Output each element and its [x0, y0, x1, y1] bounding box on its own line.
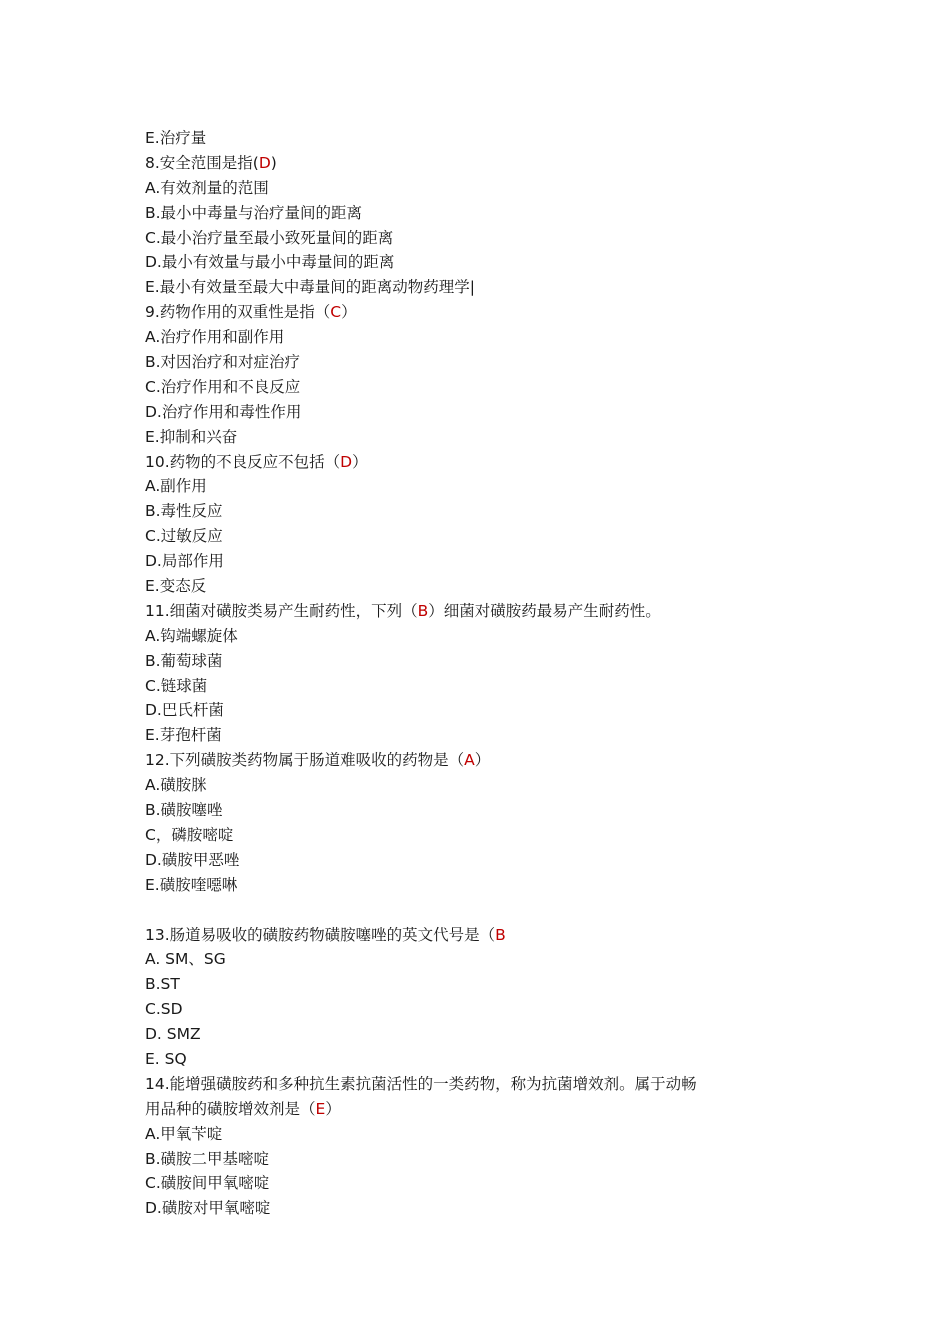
line-text: 12.下列磺胺类药物属于肠道难吸收的药物是（: [145, 751, 465, 770]
line-text: B.磺胺二甲基嘧啶: [145, 1149, 270, 1168]
line-text: B.毒性反应: [145, 502, 223, 521]
text-line: [145, 1147, 765, 1172]
text-line: [145, 1097, 765, 1122]
line-text: 用品种的磺胺增效剂是（: [145, 1099, 316, 1118]
text-line: [145, 325, 765, 350]
text-line: [145, 624, 765, 649]
line-text: E.变态反: [145, 577, 207, 596]
line-text: A.治疗作用和副作用: [145, 328, 285, 347]
line-text: D.磺胺甲恶唑: [145, 850, 240, 869]
text-line: [145, 549, 765, 574]
line-text: A.钩端螺旋体: [145, 626, 238, 645]
text-line: [145, 400, 765, 425]
line-text: D. SMZ: [145, 1025, 201, 1044]
text-line: [145, 176, 765, 201]
line-text-suffix: ）: [474, 751, 491, 770]
line-text: D.治疗作用和毒性作用: [145, 402, 302, 421]
line-text: B.葡萄球菌: [145, 651, 223, 670]
answer-letter: D: [340, 452, 353, 471]
line-text: C.治疗作用和不良反应: [145, 377, 301, 396]
text-line: [145, 350, 765, 375]
answer-letter: B: [417, 601, 429, 620]
answer-letter: E: [315, 1099, 326, 1118]
text-line: [145, 450, 765, 475]
answer-letter: C: [330, 303, 342, 322]
text-line: [145, 474, 765, 499]
text-line: [145, 425, 765, 450]
line-text-suffix: ): [270, 153, 277, 172]
line-text-suffix: ）: [352, 452, 368, 471]
text-line: [145, 375, 765, 400]
text-line: [145, 1171, 765, 1196]
line-text: E. SQ: [145, 1049, 187, 1068]
text-line: [145, 997, 765, 1022]
text-line: [145, 275, 765, 300]
line-text: 11.细菌对磺胺类易产生耐药性，下列（: [145, 601, 418, 620]
line-text: 13.肠道易吸收的磺胺药物磺胺噻唑的英文代号是（: [145, 925, 496, 944]
blank-line: [145, 898, 765, 923]
text-line: [145, 1047, 765, 1072]
text-line: [145, 524, 765, 549]
line-text: B.ST: [145, 975, 180, 994]
text-line: [145, 649, 765, 674]
text-line: [145, 947, 765, 972]
line-text: D.巴氏杆菌: [145, 701, 224, 720]
text-line: [145, 300, 765, 325]
line-text: D.最小有效量与最小中毒量间的距离: [145, 253, 395, 272]
line-text-suffix: ）: [325, 1099, 341, 1118]
line-text: B.最小中毒量与治疗量间的距离: [145, 203, 363, 222]
answer-letter: D: [258, 153, 271, 172]
answer-letter: A: [464, 751, 475, 770]
line-text: C.链球菌: [145, 676, 208, 695]
text-line: [145, 748, 765, 773]
line-text: C.最小治疗量至最小致死量间的距离: [145, 228, 394, 247]
text-line: [145, 250, 765, 275]
line-text: B.磺胺噻唑: [145, 801, 223, 820]
text-line: [145, 1196, 765, 1221]
text-line: [145, 1072, 765, 1097]
line-text: C.SD: [145, 1000, 183, 1019]
line-text: 9.药物作用的双重性是指（: [145, 303, 331, 322]
text-line: [145, 773, 765, 798]
line-text: D.局部作用: [145, 552, 224, 571]
text-line: [145, 151, 765, 176]
text-line: [145, 848, 765, 873]
document-body: [145, 126, 765, 1221]
text-line: [145, 574, 765, 599]
line-text: A.甲氧苄啶: [145, 1124, 223, 1143]
text-line: [145, 599, 765, 624]
text-line: [145, 126, 765, 151]
text-line: [145, 201, 765, 226]
text-line: [145, 698, 765, 723]
line-text: A. SM、SG: [145, 950, 226, 969]
text-line: [145, 1122, 765, 1147]
line-text: 14.能增强磺胺药和多种抗生素抗菌活性的一类药物，称为抗菌增效剂。属于动畅: [145, 1074, 697, 1093]
line-text: E.抑制和兴奋: [145, 427, 238, 446]
text-line: [145, 1022, 765, 1047]
answer-letter: B: [495, 925, 506, 944]
line-text: C.磺胺间甲氧嘧啶: [145, 1174, 270, 1193]
line-text: C.过敏反应: [145, 527, 223, 546]
text-line: [145, 226, 765, 251]
line-text: E.磺胺喹噁啉: [145, 875, 238, 894]
text-line: [145, 873, 765, 898]
line-text: 8.安全范围是指(: [145, 153, 259, 172]
line-text-suffix: ）: [341, 303, 357, 322]
line-text: A.磺胺脒: [145, 776, 207, 795]
line-text: D.磺胺对甲氧嘧啶: [145, 1199, 271, 1218]
text-line: [145, 972, 765, 997]
text-line: [145, 923, 765, 948]
line-text-suffix: ）细菌对磺胺药最易产生耐药性。: [428, 601, 661, 620]
text-line: [145, 798, 765, 823]
line-text: A.有效剂量的范围: [145, 178, 269, 197]
text-line: [145, 723, 765, 748]
line-text: 10.药物的不良反应不包括（: [145, 452, 341, 471]
line-text: E.治疗量: [145, 129, 207, 147]
line-text: E.最小有效量至最大中毒量间的距离动物药理学|: [145, 278, 475, 297]
line-text: B.对因治疗和对症治疗: [145, 353, 301, 372]
line-text: E.芽孢杆菌: [145, 726, 222, 745]
text-line: [145, 823, 765, 848]
text-line: [145, 674, 765, 699]
line-text: C，磷胺嘧啶: [145, 825, 234, 844]
text-line: [145, 499, 765, 524]
line-text: A.副作用: [145, 477, 207, 496]
